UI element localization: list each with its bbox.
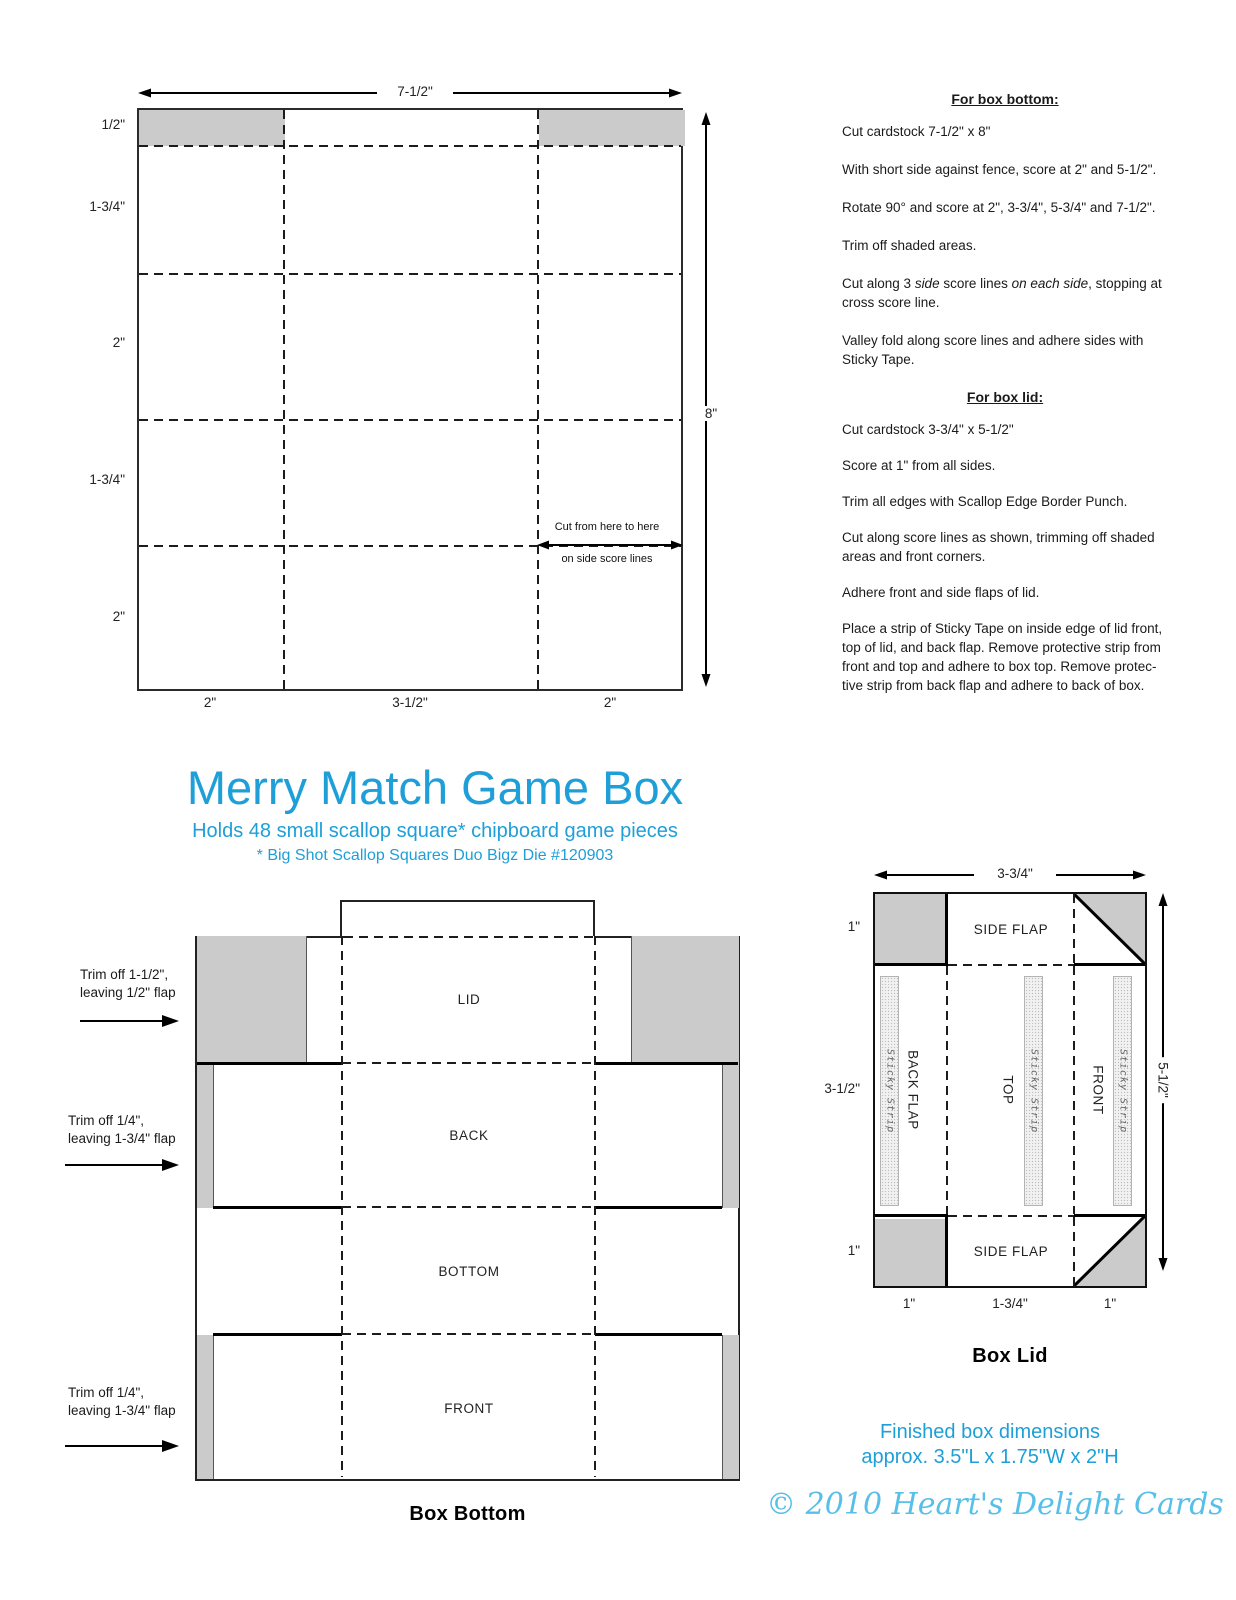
cut-line [1074, 963, 1145, 966]
page-title: Merry Match Game Box [186, 761, 684, 814]
panel-label-front: FRONT [1090, 1065, 1106, 1115]
instruction-line [842, 274, 1168, 293]
finished-dimensions-line1: Finished box dimensions [879, 1421, 1101, 1443]
instruction-line: front and top and adhere to box top. Remove protec- [842, 659, 1157, 674]
caption-box-bottom: Box Bottom [409, 1503, 526, 1525]
trim-area [631, 936, 739, 1063]
trim-area [139, 110, 285, 146]
score-line [342, 1062, 595, 1064]
lid-height-dim-label: 5-1/2" [1156, 1057, 1171, 1103]
panel-label-front: FRONT [444, 1400, 494, 1416]
caption-box-lid: Box Lid [972, 1345, 1048, 1367]
trim-strip [722, 1063, 739, 1208]
trim-arrow [65, 1438, 180, 1454]
trim-arrow [80, 1013, 180, 1029]
page-subtitle: Holds 48 small scallop square* chipboard game pieces [192, 820, 678, 842]
page-note: * Big Shot Scallop Squares Duo Bigz Die #120903 [256, 847, 614, 864]
trim-annotation [68, 1384, 176, 1420]
trim-annotation-line: leaving 1-3/4" flap [68, 1131, 176, 1146]
row-dim-label: 1-3/4" [89, 199, 125, 214]
trim-strip [197, 1335, 214, 1479]
trim-annotation-line: leaving 1/2" flap [80, 985, 176, 1000]
trim-annotation [68, 1112, 176, 1148]
instruction-step [842, 492, 1168, 511]
instruction-line: Sticky Tape. [842, 352, 915, 367]
row-dim-label: 2" [112, 609, 125, 624]
instruction-line: Cut cardstock 7-1/2" x 8" [842, 124, 991, 139]
cut-note-line2: on side score lines [561, 553, 653, 565]
instruction-line: Adhere front and side flaps of lid. [842, 585, 1040, 600]
trim-area [875, 1219, 946, 1286]
title-block [15, 761, 855, 865]
score-line [283, 110, 285, 689]
panel-label-top: TOP [1000, 1075, 1016, 1105]
instruction-step [842, 528, 1168, 566]
corner-triangle [1074, 894, 1145, 964]
instruction-line: Trim off shaded areas. [842, 238, 977, 253]
instruction-step [842, 122, 1168, 141]
instruction-step [842, 420, 1168, 439]
panel-label-bottom: BOTTOM [438, 1263, 500, 1279]
instruction-text-segment: side [914, 276, 940, 291]
sticky-strip-label: Sticky Strip [1117, 1048, 1128, 1134]
lid-col-dim-label: 1-3/4" [992, 1296, 1028, 1311]
lid-row-dim-label: 3-1/2" [824, 1081, 860, 1096]
trim-annotation [80, 966, 176, 1002]
cut-line [213, 1206, 342, 1209]
panel-label-side-flap-bottom: SIDE FLAP [973, 1243, 1049, 1259]
copyright: © 2010 Heart's Delight Cards [766, 1487, 1224, 1522]
instruction-line: tive strip from back flap and adhere to back of box. [842, 678, 1145, 693]
trim-annotation-line: Trim off 1-1/2", [80, 967, 169, 982]
trim-strip [722, 1335, 739, 1479]
instruction-text-segment: score lines [939, 276, 1012, 291]
score-line [946, 966, 948, 1214]
col-dim-label: 3-1/2" [392, 695, 428, 710]
row-dim-label: 1/2" [101, 117, 125, 132]
width-dim-label: 7-1/2" [377, 84, 453, 99]
sticky-strip [880, 976, 899, 1206]
score-line [344, 936, 597, 938]
instruction-line: Cut along score lines as shown, trimming off shaded [842, 530, 1155, 545]
lid-col-dim-label: 1" [902, 1296, 916, 1311]
lid-row-dim-label: 1" [847, 1243, 860, 1258]
score-line [139, 145, 681, 147]
instruction-line: Cut cardstock 3-3/4" x 5-1/2" [842, 422, 1014, 437]
cut-line [595, 1333, 722, 1336]
finished-dimensions-line2: approx. 3.5"L x 1.75"W x 2"H [861, 1446, 1119, 1468]
box-lid-diagram [873, 892, 1147, 1288]
trim-annotation-line: Trim off 1/4", [68, 1385, 145, 1400]
col-dim-label: 2" [603, 695, 617, 710]
panel-label-back: BACK [449, 1127, 489, 1143]
box-bottom-diagram [195, 936, 740, 1481]
instruction-line: With short side against fence, score at 2" and 5-1/2". [842, 162, 1157, 177]
row-dim-label: 1-3/4" [89, 472, 125, 487]
cut-line [595, 1206, 722, 1209]
lid-tab-flap [340, 900, 595, 936]
finished-dimensions [790, 1420, 1190, 1470]
instruction-step [842, 583, 1168, 602]
sticky-strip-label: Sticky Strip [884, 1048, 895, 1134]
cut-line [595, 1062, 738, 1065]
cut-line [1074, 1214, 1145, 1217]
instruction-line: Rotate 90° and score at 2", 3-3/4", 5-3/4" and 7-1/2". [842, 200, 1156, 215]
score-line [537, 110, 539, 689]
instruction-step [842, 619, 1168, 695]
score-line [948, 964, 1074, 966]
cut-line [213, 1333, 342, 1336]
sticky-strip [1113, 976, 1132, 1206]
heading-box-bottom: For box bottom: [951, 91, 1059, 107]
instructions-panel [842, 90, 1168, 712]
instruction-step [842, 331, 1168, 369]
score-line [1073, 966, 1075, 1214]
row-dim-label: 2" [112, 335, 125, 350]
instruction-line: Trim all edges with Scallop Edge Border Punch. [842, 494, 1128, 509]
trim-arrow [65, 1157, 180, 1173]
instruction-step [842, 456, 1168, 475]
trim-annotation-line: leaving 1-3/4" flap [68, 1403, 176, 1418]
instruction-line: areas and front corners. [842, 549, 986, 564]
instruction-step [842, 198, 1168, 217]
panel-label-side-flap-top: SIDE FLAP [973, 921, 1049, 937]
instruction-line: top of lid, and back flap. Remove protective strip from [842, 640, 1161, 655]
instruction-line: Score at 1" from all sides. [842, 458, 996, 473]
cut-line [875, 963, 948, 966]
trim-strip [197, 1063, 214, 1208]
panel-label-back-flap: BACK FLAP [905, 1050, 921, 1130]
score-line [342, 1333, 595, 1335]
instruction-text-segment: on each side [1011, 276, 1089, 291]
cut-note-arrow [537, 539, 683, 551]
height-dim-arrow [700, 111, 712, 688]
cut-note-line1: Cut from here to here [554, 521, 660, 533]
heading-box-lid: For box lid: [966, 389, 1044, 405]
lid-col-dim-label: 1" [1103, 1296, 1117, 1311]
col-dim-label: 2" [203, 695, 217, 710]
instruction-text-segment: , stopping at [1088, 276, 1162, 291]
instruction-line: Valley fold along score lines and adhere sides with [842, 333, 1144, 348]
trim-area [539, 110, 685, 146]
cut-line [197, 1062, 342, 1065]
panel-label-lid: LID [457, 991, 481, 1007]
trim-area [875, 894, 946, 964]
instruction-step [842, 274, 1168, 312]
score-line [342, 1206, 595, 1208]
cut-line [875, 1214, 948, 1217]
height-dim-label: 8" [691, 406, 731, 421]
instruction-step [842, 236, 1168, 255]
sticky-strip [1024, 976, 1043, 1206]
instruction-text-segment: Cut along 3 [842, 276, 915, 291]
instruction-step [842, 160, 1168, 179]
score-line [139, 273, 681, 275]
lid-width-dim-label: 3-3/4" [974, 866, 1056, 881]
trim-area [197, 936, 307, 1063]
lid-row-dim-label: 1" [847, 919, 860, 934]
trim-annotation-line: Trim off 1/4", [68, 1113, 145, 1128]
instruction-line: Place a strip of Sticky Tape on inside edge of lid front, [842, 621, 1163, 636]
corner-triangle [1074, 1216, 1145, 1286]
score-line [139, 419, 681, 421]
sticky-strip-label: Sticky Strip [1028, 1048, 1039, 1134]
instruction-line: cross score line. [842, 295, 940, 310]
score-template-diagram [137, 108, 683, 691]
